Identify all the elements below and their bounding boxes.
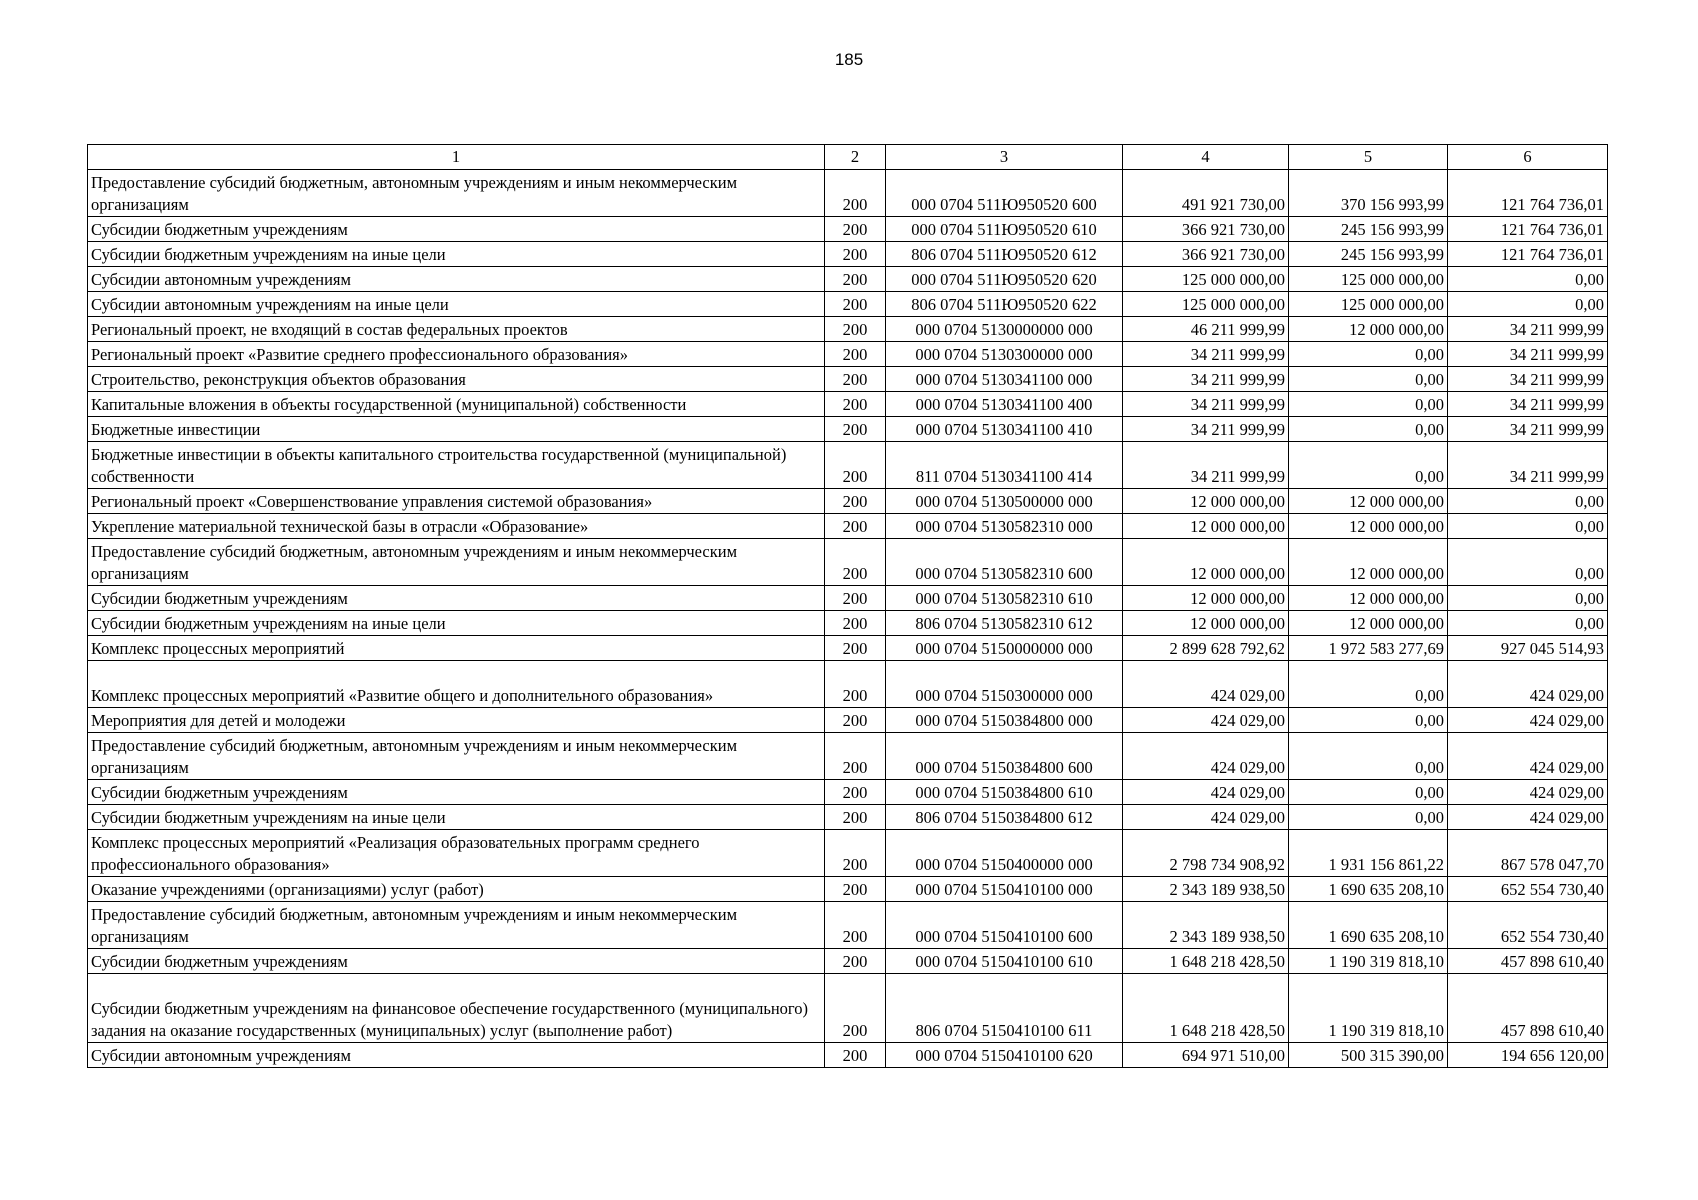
row-col5-cell: 1 931 156 861,22 xyxy=(1289,830,1448,877)
row-kbk-cell: 000 0704 5150400000 000 xyxy=(886,830,1123,877)
row-code-cell: 200 xyxy=(825,780,886,805)
header-col-2: 2 xyxy=(825,145,886,170)
row-col5-cell: 12 000 000,00 xyxy=(1289,586,1448,611)
row-kbk-cell: 000 0704 511Ю950520 620 xyxy=(886,267,1123,292)
table-row xyxy=(88,342,1608,367)
row-col5-cell: 0,00 xyxy=(1289,392,1448,417)
table-row xyxy=(88,708,1608,733)
row-col4-cell: 366 921 730,00 xyxy=(1123,217,1289,242)
row-name-cell: Предоставление субсидий бюджетным, автономным учреждениям и иным некоммерческим организациям xyxy=(88,733,825,780)
row-code-cell: 200 xyxy=(825,586,886,611)
table-row xyxy=(88,170,1608,217)
row-col5-cell: 245 156 993,99 xyxy=(1289,242,1448,267)
row-code-cell: 200 xyxy=(825,611,886,636)
row-name-cell: Субсидии бюджетным учреждениям xyxy=(88,586,825,611)
row-kbk-cell: 000 0704 5130000000 000 xyxy=(886,317,1123,342)
table-row xyxy=(88,902,1608,949)
row-name-cell: Субсидии бюджетным учреждениям xyxy=(88,780,825,805)
row-code-cell: 200 xyxy=(825,974,886,1043)
row-col6-cell: 0,00 xyxy=(1448,514,1608,539)
row-kbk-cell: 806 0704 5130582310 612 xyxy=(886,611,1123,636)
row-code-cell: 200 xyxy=(825,902,886,949)
row-code-cell: 200 xyxy=(825,514,886,539)
row-col4-cell: 366 921 730,00 xyxy=(1123,242,1289,267)
row-col5-cell: 12 000 000,00 xyxy=(1289,514,1448,539)
row-name-cell: Субсидии бюджетным учреждениям xyxy=(88,217,825,242)
row-name-cell: Бюджетные инвестиции xyxy=(88,417,825,442)
table-row xyxy=(88,317,1608,342)
row-code-cell: 200 xyxy=(825,636,886,661)
row-kbk-cell: 000 0704 5150384800 610 xyxy=(886,780,1123,805)
row-name-cell: Оказание учреждениями (организациями) услуг (работ) xyxy=(88,877,825,902)
row-kbk-cell: 811 0704 5130341100 414 xyxy=(886,442,1123,489)
row-col4-cell: 34 211 999,99 xyxy=(1123,367,1289,392)
row-name-cell: Субсидии бюджетным учреждениям на иные цели xyxy=(88,611,825,636)
row-kbk-cell: 000 0704 5150410100 610 xyxy=(886,949,1123,974)
row-col5-cell: 0,00 xyxy=(1289,733,1448,780)
row-kbk-cell: 000 0704 5130341100 400 xyxy=(886,392,1123,417)
row-kbk-cell: 000 0704 5130500000 000 xyxy=(886,489,1123,514)
row-name-cell: Комплекс процессных мероприятий «Реализация образовательных программ среднего профессионального образования» xyxy=(88,830,825,877)
row-col4-cell: 125 000 000,00 xyxy=(1123,292,1289,317)
row-name-cell: Субсидии бюджетным учреждениям на иные цели xyxy=(88,805,825,830)
row-kbk-cell: 000 0704 5130341100 410 xyxy=(886,417,1123,442)
row-col4-cell: 424 029,00 xyxy=(1123,780,1289,805)
page-number: 185 xyxy=(834,50,864,69)
row-kbk-cell: 000 0704 5130582310 600 xyxy=(886,539,1123,586)
row-name-cell: Мероприятия для детей и молодежи xyxy=(88,708,825,733)
row-col5-cell: 12 000 000,00 xyxy=(1289,489,1448,514)
row-name-cell: Предоставление субсидий бюджетным, автономным учреждениям и иным некоммерческим организациям xyxy=(88,902,825,949)
table-row xyxy=(88,392,1608,417)
row-code-cell: 200 xyxy=(825,317,886,342)
row-col6-cell: 34 211 999,99 xyxy=(1448,367,1608,392)
row-code-cell: 200 xyxy=(825,489,886,514)
row-name-cell: Региональный проект, не входящий в состав федеральных проектов xyxy=(88,317,825,342)
row-col5-cell: 245 156 993,99 xyxy=(1289,217,1448,242)
row-col5-cell: 1 690 635 208,10 xyxy=(1289,902,1448,949)
row-kbk-cell: 000 0704 5150384800 000 xyxy=(886,708,1123,733)
table-row xyxy=(88,514,1608,539)
budget-table xyxy=(87,144,1608,1068)
row-col4-cell: 34 211 999,99 xyxy=(1123,417,1289,442)
row-col4-cell: 2 343 189 938,50 xyxy=(1123,877,1289,902)
table-row xyxy=(88,830,1608,877)
row-kbk-cell: 000 0704 5130582310 610 xyxy=(886,586,1123,611)
row-kbk-cell: 806 0704 5150384800 612 xyxy=(886,805,1123,830)
table-row xyxy=(88,292,1608,317)
row-col6-cell: 424 029,00 xyxy=(1448,733,1608,780)
row-col4-cell: 12 000 000,00 xyxy=(1123,539,1289,586)
row-col6-cell: 0,00 xyxy=(1448,489,1608,514)
table-row xyxy=(88,442,1608,489)
row-col5-cell: 0,00 xyxy=(1289,708,1448,733)
table-row xyxy=(88,949,1608,974)
row-name-cell: Предоставление субсидий бюджетным, автономным учреждениям и иным некоммерческим организациям xyxy=(88,170,825,217)
row-code-cell: 200 xyxy=(825,539,886,586)
row-col4-cell: 2 343 189 938,50 xyxy=(1123,902,1289,949)
row-code-cell: 200 xyxy=(825,877,886,902)
row-code-cell: 200 xyxy=(825,267,886,292)
row-col6-cell: 867 578 047,70 xyxy=(1448,830,1608,877)
row-col6-cell: 0,00 xyxy=(1448,586,1608,611)
table-row xyxy=(88,489,1608,514)
row-col6-cell: 34 211 999,99 xyxy=(1448,342,1608,367)
row-col6-cell: 121 764 736,01 xyxy=(1448,217,1608,242)
header-col-1: 1 xyxy=(88,145,825,170)
row-name-cell: Строительство, реконструкция объектов образования xyxy=(88,367,825,392)
row-code-cell: 200 xyxy=(825,805,886,830)
row-col6-cell: 424 029,00 xyxy=(1448,805,1608,830)
row-name-cell: Региональный проект «Совершенствование управления системой образования» xyxy=(88,489,825,514)
row-col6-cell: 424 029,00 xyxy=(1448,661,1608,708)
row-col6-cell: 34 211 999,99 xyxy=(1448,442,1608,489)
row-name-cell: Региональный проект «Развитие среднего профессионального образования» xyxy=(88,342,825,367)
row-col5-cell: 0,00 xyxy=(1289,342,1448,367)
row-code-cell: 200 xyxy=(825,392,886,417)
row-name-cell: Укрепление материальной технической базы в отрасли «Образование» xyxy=(88,514,825,539)
row-kbk-cell: 000 0704 5130300000 000 xyxy=(886,342,1123,367)
row-col6-cell: 652 554 730,40 xyxy=(1448,902,1608,949)
row-col6-cell: 121 764 736,01 xyxy=(1448,170,1608,217)
row-code-cell: 200 xyxy=(825,830,886,877)
row-kbk-cell: 000 0704 5150410100 000 xyxy=(886,877,1123,902)
row-name-cell: Капитальные вложения в объекты государственной (муниципальной) собственности xyxy=(88,392,825,417)
row-kbk-cell: 000 0704 5130341100 000 xyxy=(886,367,1123,392)
row-col6-cell: 424 029,00 xyxy=(1448,708,1608,733)
row-name-cell: Субсидии бюджетным учреждениям на иные цели xyxy=(88,242,825,267)
row-kbk-cell: 000 0704 5150410100 600 xyxy=(886,902,1123,949)
row-name-cell: Комплекс процессных мероприятий xyxy=(88,636,825,661)
row-col5-cell: 0,00 xyxy=(1289,417,1448,442)
row-kbk-cell: 806 0704 511Ю950520 622 xyxy=(886,292,1123,317)
row-col4-cell: 1 648 218 428,50 xyxy=(1123,949,1289,974)
row-col6-cell: 457 898 610,40 xyxy=(1448,949,1608,974)
row-name-cell: Субсидии бюджетным учреждениям на финансовое обеспечение государственного (муниципального) задания на оказание государственных (муниципальных) услуг (выполнение работ) xyxy=(88,974,825,1043)
header-col-5: 5 xyxy=(1289,145,1448,170)
row-col4-cell: 1 648 218 428,50 xyxy=(1123,974,1289,1043)
table-header-row xyxy=(88,145,1608,170)
row-code-cell: 200 xyxy=(825,217,886,242)
row-col4-cell: 12 000 000,00 xyxy=(1123,514,1289,539)
table-row xyxy=(88,539,1608,586)
row-col4-cell: 12 000 000,00 xyxy=(1123,489,1289,514)
table-row xyxy=(88,733,1608,780)
row-col6-cell: 121 764 736,01 xyxy=(1448,242,1608,267)
table-body xyxy=(88,170,1608,1068)
row-kbk-cell: 000 0704 5150300000 000 xyxy=(886,661,1123,708)
row-col6-cell: 34 211 999,99 xyxy=(1448,417,1608,442)
row-code-cell: 200 xyxy=(825,242,886,267)
row-code-cell: 200 xyxy=(825,442,886,489)
row-name-cell: Субсидии автономным учреждениям xyxy=(88,1043,825,1068)
row-code-cell: 200 xyxy=(825,708,886,733)
row-kbk-cell: 000 0704 511Ю950520 610 xyxy=(886,217,1123,242)
row-col5-cell: 12 000 000,00 xyxy=(1289,317,1448,342)
row-col6-cell: 652 554 730,40 xyxy=(1448,877,1608,902)
row-col5-cell: 125 000 000,00 xyxy=(1289,292,1448,317)
row-name-cell: Субсидии автономным учреждениям xyxy=(88,267,825,292)
table-row xyxy=(88,636,1608,661)
row-kbk-cell: 000 0704 511Ю950520 600 xyxy=(886,170,1123,217)
row-name-cell: Субсидии автономным учреждениям на иные цели xyxy=(88,292,825,317)
row-code-cell: 200 xyxy=(825,367,886,392)
row-code-cell: 200 xyxy=(825,170,886,217)
row-col6-cell: 927 045 514,93 xyxy=(1448,636,1608,661)
row-kbk-cell: 806 0704 5150410100 611 xyxy=(886,974,1123,1043)
table-row xyxy=(88,242,1608,267)
row-name-cell: Комплекс процессных мероприятий «Развитие общего и дополнительного образования» xyxy=(88,661,825,708)
row-col5-cell: 1 190 319 818,10 xyxy=(1289,949,1448,974)
row-code-cell: 200 xyxy=(825,733,886,780)
row-col4-cell: 12 000 000,00 xyxy=(1123,586,1289,611)
row-code-cell: 200 xyxy=(825,417,886,442)
header-col-3: 3 xyxy=(886,145,1123,170)
table-row xyxy=(88,780,1608,805)
row-col4-cell: 491 921 730,00 xyxy=(1123,170,1289,217)
row-col5-cell: 500 315 390,00 xyxy=(1289,1043,1448,1068)
row-col4-cell: 424 029,00 xyxy=(1123,805,1289,830)
row-col4-cell: 34 211 999,99 xyxy=(1123,342,1289,367)
header-col-6: 6 xyxy=(1448,145,1608,170)
row-col6-cell: 0,00 xyxy=(1448,292,1608,317)
row-code-cell: 200 xyxy=(825,342,886,367)
row-col4-cell: 424 029,00 xyxy=(1123,661,1289,708)
row-kbk-cell: 806 0704 511Ю950520 612 xyxy=(886,242,1123,267)
table-row xyxy=(88,611,1608,636)
row-kbk-cell: 000 0704 5130582310 000 xyxy=(886,514,1123,539)
table-row xyxy=(88,805,1608,830)
table-row xyxy=(88,267,1608,292)
row-col6-cell: 0,00 xyxy=(1448,611,1608,636)
row-col4-cell: 12 000 000,00 xyxy=(1123,611,1289,636)
row-col6-cell: 0,00 xyxy=(1448,539,1608,586)
row-col5-cell: 370 156 993,99 xyxy=(1289,170,1448,217)
row-code-cell: 200 xyxy=(825,1043,886,1068)
row-code-cell: 200 xyxy=(825,292,886,317)
row-col6-cell: 457 898 610,40 xyxy=(1448,974,1608,1043)
row-code-cell: 200 xyxy=(825,949,886,974)
row-col6-cell: 194 656 120,00 xyxy=(1448,1043,1608,1068)
row-col5-cell: 0,00 xyxy=(1289,780,1448,805)
row-col4-cell: 424 029,00 xyxy=(1123,708,1289,733)
row-col5-cell: 0,00 xyxy=(1289,442,1448,489)
row-kbk-cell: 000 0704 5150410100 620 xyxy=(886,1043,1123,1068)
table-row xyxy=(88,417,1608,442)
row-col6-cell: 34 211 999,99 xyxy=(1448,392,1608,417)
table-row xyxy=(88,367,1608,392)
row-col6-cell: 0,00 xyxy=(1448,267,1608,292)
row-kbk-cell: 000 0704 5150000000 000 xyxy=(886,636,1123,661)
table-row xyxy=(88,974,1608,1043)
table-row xyxy=(88,217,1608,242)
row-col6-cell: 34 211 999,99 xyxy=(1448,317,1608,342)
table-row xyxy=(88,586,1608,611)
row-col5-cell: 1 972 583 277,69 xyxy=(1289,636,1448,661)
row-col4-cell: 34 211 999,99 xyxy=(1123,392,1289,417)
row-col4-cell: 34 211 999,99 xyxy=(1123,442,1289,489)
table-row xyxy=(88,1043,1608,1068)
table-row xyxy=(88,661,1608,708)
row-col4-cell: 125 000 000,00 xyxy=(1123,267,1289,292)
row-col5-cell: 12 000 000,00 xyxy=(1289,539,1448,586)
row-col6-cell: 424 029,00 xyxy=(1448,780,1608,805)
row-col4-cell: 694 971 510,00 xyxy=(1123,1043,1289,1068)
row-col5-cell: 125 000 000,00 xyxy=(1289,267,1448,292)
row-name-cell: Субсидии бюджетным учреждениям xyxy=(88,949,825,974)
row-code-cell: 200 xyxy=(825,661,886,708)
row-col5-cell: 0,00 xyxy=(1289,805,1448,830)
table-row xyxy=(88,877,1608,902)
row-col4-cell: 424 029,00 xyxy=(1123,733,1289,780)
row-col5-cell: 0,00 xyxy=(1289,661,1448,708)
row-name-cell: Предоставление субсидий бюджетным, автономным учреждениям и иным некоммерческим организациям xyxy=(88,539,825,586)
row-col5-cell: 1 690 635 208,10 xyxy=(1289,877,1448,902)
header-col-4: 4 xyxy=(1123,145,1289,170)
row-col4-cell: 46 211 999,99 xyxy=(1123,317,1289,342)
row-kbk-cell: 000 0704 5150384800 600 xyxy=(886,733,1123,780)
row-col5-cell: 1 190 319 818,10 xyxy=(1289,974,1448,1043)
row-col4-cell: 2 899 628 792,62 xyxy=(1123,636,1289,661)
row-col5-cell: 0,00 xyxy=(1289,367,1448,392)
row-col5-cell: 12 000 000,00 xyxy=(1289,611,1448,636)
row-col4-cell: 2 798 734 908,92 xyxy=(1123,830,1289,877)
row-name-cell: Бюджетные инвестиции в объекты капитального строительства государственной (муниципальной) собственности xyxy=(88,442,825,489)
